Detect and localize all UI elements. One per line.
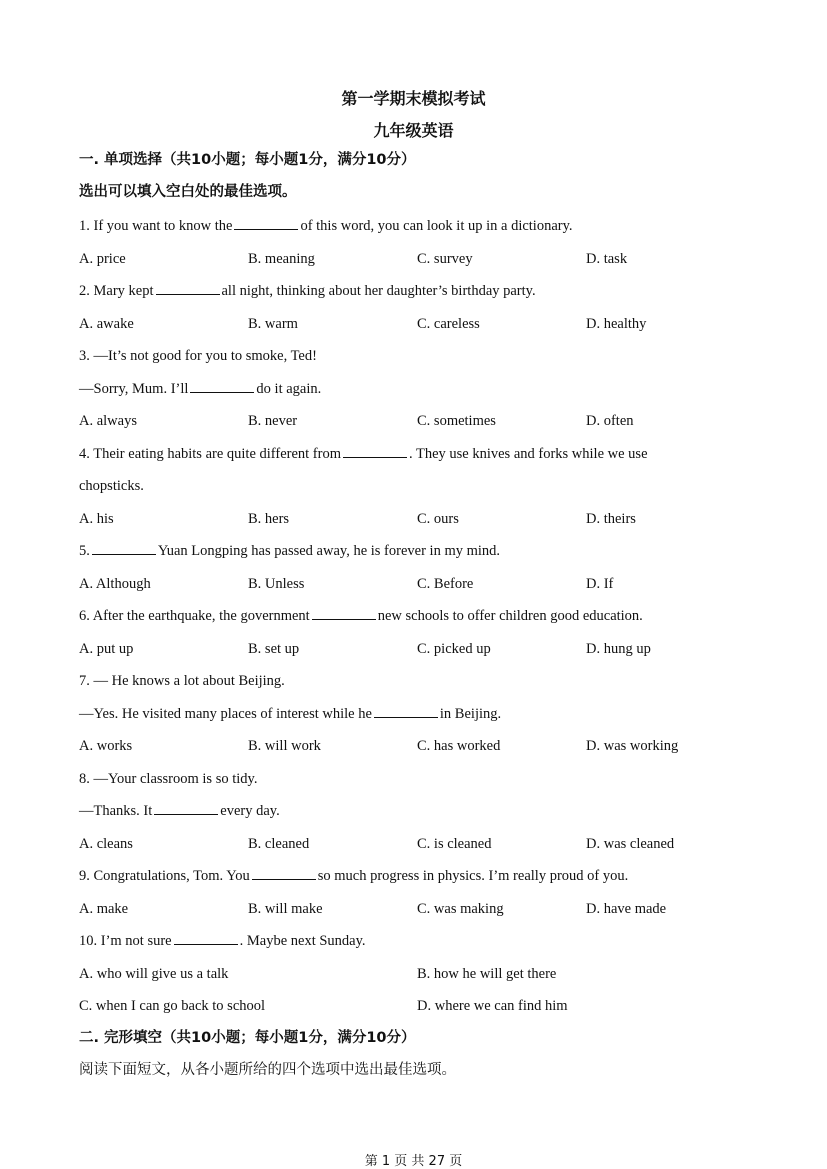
question-7-stem-a: —Yes. He visited many places of interest while he (79, 706, 372, 722)
question-3-stem-a: —Sorry, Mum. I’ll (79, 381, 189, 397)
question-2-stem (79, 281, 536, 301)
question-1-stem (79, 216, 573, 236)
question-6-stem (79, 606, 643, 626)
question-10-stem-b: . Maybe next Sunday. (239, 933, 366, 949)
question-7-option-a: A. works (79, 738, 133, 754)
question-4-option-a: A. his (79, 511, 114, 527)
question-10-stem-a: 10. I’m not sure (79, 933, 172, 949)
question-9-option-d: D. have made (586, 901, 667, 917)
question-2-stem-a: 2. Mary kept (79, 283, 154, 299)
section1-heading: 一. 单项选择（共10小题；每小题1分，满分10分） (79, 152, 416, 168)
question-5-option-d: D. If (586, 576, 614, 592)
question-2-option-b: B. warm (248, 316, 298, 332)
question-8-option-b: B. cleaned (248, 836, 310, 852)
question-7-option-c: C. has worked (417, 738, 501, 754)
question-5-blank (92, 542, 156, 555)
question-1-blank (234, 217, 298, 230)
question-9-stem-b: so much progress in physics. I’m really proud of you. (317, 868, 629, 884)
question-1-option-a: A. price (79, 251, 126, 267)
exam-subtitle: 九年级英语 (373, 121, 454, 140)
question-5-option-c: C. Before (417, 576, 474, 592)
question-2-option-d: D. healthy (586, 316, 647, 332)
question-6-option-c: C. picked up (417, 641, 491, 657)
question-2-option-a: A. awake (79, 316, 134, 332)
question-5-stem (79, 541, 500, 561)
question-10-stem (79, 931, 366, 951)
question-5-stem-b: Yuan Longping has passed away, he is forever in my mind. (157, 543, 501, 559)
question-2-option-c: C. careless (417, 316, 480, 332)
section2-heading: 二. 完形填空（共10小题；每小题1分，满分10分） (79, 1030, 416, 1046)
question-7-stem (79, 704, 501, 724)
question-5-option-b: B. Unless (248, 576, 305, 592)
page-footer: 第 1 页 共 27 页 (364, 1154, 463, 1169)
question-10-blank (174, 932, 238, 945)
section2-instruction: 阅读下面短文，从各小题所给的四个选项中选出最佳选项。 (79, 1062, 456, 1078)
question-3-option-c: C. sometimes (417, 413, 496, 429)
question-4-line2: chopsticks. (79, 478, 144, 494)
question-3-option-b: B. never (248, 413, 298, 429)
question-9-option-a: A. make (79, 901, 129, 917)
question-1-option-d: D. task (586, 251, 628, 267)
question-7-option-b: B. will work (248, 738, 321, 754)
question-1-stem-b: of this word, you can look it up in a dictionary. (300, 218, 573, 234)
question-9-stem (79, 866, 628, 886)
question-8-blank (154, 802, 218, 815)
question-6-stem-a: 6. After the earthquake, the government (79, 608, 310, 624)
question-3-option-a: A. always (79, 413, 137, 429)
question-9-stem-a: 9. Congratulations, Tom. You (79, 868, 250, 884)
question-6-option-a: A. put up (79, 641, 134, 657)
question-1-stem-a: 1. If you want to know the (79, 218, 233, 234)
question-3-line1: 3. —It’s not good for you to smoke, Ted! (79, 348, 317, 364)
question-6-blank (312, 607, 376, 620)
question-2-stem-b: all night, thinking about her daughter’s birthday party. (221, 283, 536, 299)
question-3-stem (79, 379, 321, 399)
question-4-option-d: D. theirs (586, 511, 636, 527)
question-6-option-d: D. hung up (586, 641, 651, 657)
question-9-option-c: C. was making (417, 901, 504, 917)
question-10-option-b: B. how he will get there (417, 966, 557, 982)
question-3-blank (190, 380, 254, 393)
question-4-stem-a: 4. Their eating habits are quite different from (79, 446, 341, 462)
question-8-option-d: D. was cleaned (586, 836, 675, 852)
question-8-stem-b: every day. (220, 803, 280, 819)
question-8-stem-a: —Thanks. It (79, 803, 153, 819)
question-4-stem (79, 444, 648, 464)
question-9-blank (252, 867, 316, 880)
question-7-option-d: D. was working (586, 738, 679, 754)
question-5-stem-a: 5. (79, 543, 90, 559)
question-1-option-b: B. meaning (248, 251, 315, 267)
question-4-option-b: B. hers (248, 511, 290, 527)
question-7-stem-b: in Beijing. (439, 706, 502, 722)
question-8-line1: 8. —Your classroom is so tidy. (79, 771, 258, 787)
question-10-option-c: C. when I can go back to school (79, 998, 266, 1014)
question-4-option-c: C. ours (417, 511, 459, 527)
question-2-blank (156, 282, 220, 295)
question-10-option-d: D. where we can find him (417, 998, 568, 1014)
question-8-option-c: C. is cleaned (417, 836, 492, 852)
exam-title: 第一学期末模拟考试 (341, 89, 486, 108)
question-5-option-a: A. Although (79, 576, 151, 592)
question-3-stem-b: do it again. (256, 381, 322, 397)
section1-instruction: 选出可以填入空白处的最佳选项。 (79, 184, 297, 200)
question-1-option-c: C. survey (417, 251, 473, 267)
question-7-blank (374, 705, 438, 718)
question-10-option-a: A. who will give us a talk (79, 966, 229, 982)
question-3-option-d: D. often (586, 413, 634, 429)
question-6-stem-b: new schools to offer children good education. (377, 608, 643, 624)
question-7-line1: 7. — He knows a lot about Beijing. (79, 673, 285, 689)
question-6-option-b: B. set up (248, 641, 300, 657)
question-8-option-a: A. cleans (79, 836, 133, 852)
question-4-blank (343, 445, 407, 458)
question-8-stem (79, 801, 280, 821)
question-9-option-b: B. will make (248, 901, 323, 917)
question-4-stem-b: . They use knives and forks while we use (408, 446, 648, 462)
